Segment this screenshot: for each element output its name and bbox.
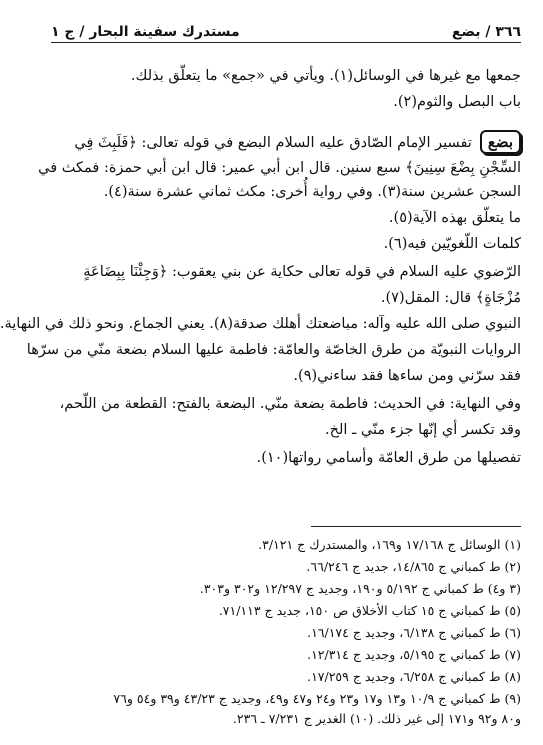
entry-heading-badge: بضع [480,130,521,154]
body-line-11: الروايات النبويّة من طرق الخاصّة والعامّة: فاطمة عليها السلام بضعة منّي من سرّها [26,342,521,358]
footnote-2: (٢) ط كمباني ج ١٤/٨٦٥، جديد ج ٦٦/٢٤٦. [306,559,521,574]
body-line-12: فقد سرّني ومن ساءها فقد ساءني(٩). [293,368,521,384]
body-line-8: الرّضوي عليه السلام في قوله تعالى حكاية عن بني يعقوب: ﴿وَجِئْنَا بِبِضَاعَةٍ [83,264,521,280]
body-line-1: جمعها مع غيرها في الوسائل(١). ويأتي في «جمع» ما يتعلّق بذلك. [130,68,521,84]
body-line-15: تفصيلها من طرق العامّة وأسامي رواتها(١٠). [256,450,521,466]
body-line-4: السِّجْنِ بِضْعَ سِنِينَ﴾ سبع سنين. قال ابن أبي عمير: قال ابن أبي حمزة: فمكث في [38,160,521,176]
body-line-2: باب البصل والثوم(٢). [393,94,521,110]
header-section-title: ٣٦٦ / بضع [451,24,521,40]
body-line-6: ما يتعلّق بهذه الآية(٥). [388,210,521,226]
body-line-7: كلمات اللّغويّين فيه(٦). [383,236,521,252]
footnote-9-line-1: (٩) ط كمباني ج ١٠/٩ و١٣ و١٧ و٢٣ و٢٤ و٤٧ و٤٩، وجديد ج ٤٣/٢٣ و٣٩ و٥٤ و٧٦ [113,691,521,706]
body-line-5: السجن عشرين سنة(٣). وفي رواية أُخرى: مكث ثماني عشرة سنة(٤). [103,184,521,200]
header-book-title: مستدرك سفينة البحار / ج ١ [51,24,240,40]
document-page [0,18,521,730]
footnote-6: (٦) ط كمباني ج ٦/١٣٨، وجديد ج ١٦/١٧٤. [307,625,521,640]
footnote-5: (٥) ط كمباني ج ١٥ كتاب الأخلاق ص ١٥٠، جديد ج ٧١/١١٣. [218,603,521,618]
footnote-separator [311,526,521,527]
footnote-1: (١) الوسائل ج ١٧/١٦٨ و١٦٩، والمستدرك ج ٣/١٢١. [258,537,521,552]
footnote-8: (٨) ط كمباني ج ٦/٢٥٨، وجديد ج ١٧/٢٥٩. [307,669,521,684]
body-line-3 [51,130,521,154]
footnote-3-4: (٣ و٤) ط كمباني ج ٥/١٩٢ و١٩٠، وجديد ج ١٢/٢٩٧ و٣٠٢ و٣٠٣. [199,581,521,596]
body-line-13: وفي النهاية: في الحديث: فاطمة بضعة منّي. البضعة بالفتح: القطعة من اللّحم، [59,396,521,412]
footnote-9-10-line-2: و٨٠ و٩٢ و١٧١ إلى غير ذلك. (١٠) الغدير ج ٧/٢٣١ ـ ٢٣٦. [232,711,521,726]
footnote-7: (٧) ط كمباني ج ٥/١٩٥، وجديد ج ١٢/٣١٤. [307,647,521,662]
body-line-3-text: تفسير الإمام الصّادق عليه السلام البضع في قوله تعالى: ﴿فَلَبِثَ فِي [74,135,472,151]
page-header [51,18,521,43]
body-line-10: النبوي صلى الله عليه وآله: مباضعتك أهلك صدقة(٨). يعني الجماع. ونحو ذلك في النهاية. [0,316,521,332]
body-line-9: مُزْجَاةٍ﴾ قال: المقل(٧). [380,290,521,306]
body-line-14: وقد تكسر أي إنّها جزء منّي ـ الخ. [324,422,521,438]
